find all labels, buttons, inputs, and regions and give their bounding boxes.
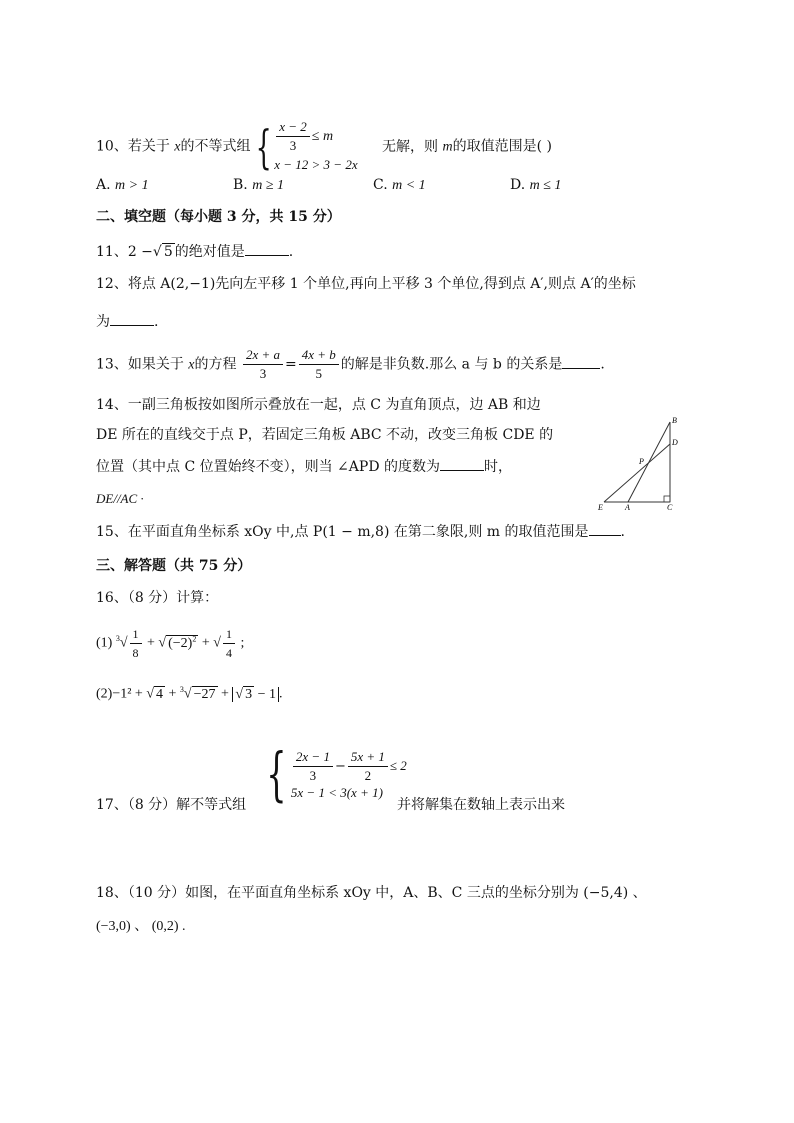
q17-inequality-system: { $\frac{2x - 1}{3}$ − $\frac{5x + 1}{2}$ ≤ 2 5x − 1 < 3(x + 1) <box>266 740 407 808</box>
question-14-line2: DE 所在的直线交于点 P，若固定三角板 ABC 不动，改变三角板 CDE 的 <box>96 427 554 443</box>
question-14-line4: DE//AC · <box>96 491 144 506</box>
brace-icon: { <box>255 119 272 174</box>
question-16: 16、（8 分）计算： <box>96 590 219 606</box>
q13-answer-blank <box>562 354 600 369</box>
question-15: 15、在平面直角坐标系 xOy 中,点 P(1 − m,8) 在第二象限,则 m 的取值范围是 . <box>96 521 625 542</box>
q14-answer-blank <box>440 456 484 471</box>
brace-icon: { <box>266 740 287 808</box>
question-18-line2: (−3,0) 、 (0,2) . <box>96 919 186 934</box>
question-12-line2: 为 . <box>96 311 158 332</box>
section-3-heading: 三、解答题（共 75 分） <box>96 558 252 574</box>
svg-text:P: P <box>639 457 644 466</box>
svg-text:C: C <box>667 503 673 512</box>
q17-instruction: 并将解集在数轴上表示出来 <box>397 797 565 813</box>
q10-option-a: A. m > 1 <box>96 177 149 193</box>
q16-part-2: (2)−1² + √ 4 + $^3$√ −27 + √ 3 − 1 . <box>96 685 283 702</box>
question-18-line1: 18、（10 分）如图，在平面直角坐标系 xOy 中，A、B、C 三点的坐标分别为 (−5,4) 、 <box>96 885 647 901</box>
question-13: 13、如果关于 x的方程 $\frac{2x + a}{3}$ = $\frac{4x + b}{5}$ 的解是非负数.那么 a 与 b 的关系是 . <box>96 347 605 381</box>
section-2-heading: 二、填空题（每小题 3 分，共 15 分） <box>96 209 341 225</box>
q10-option-c: C. m < 1 <box>373 177 426 193</box>
question-17: 17、（8 分）解不等式组 <box>96 797 247 813</box>
q10-number: 10、 <box>96 138 128 155</box>
q16-part-1: (1) $^3$√ $\frac{1}{8}$ + √ $(-2)^2$ + √ $\frac{1}{4}$ ; <box>96 627 245 660</box>
question-11: 11、2 −√ 5 的绝对值是 . <box>96 241 293 262</box>
question-14-line1: 14、一副三角板按如图所示叠放在一起，点 C 为直角顶点，边 AB 和边 <box>96 397 541 413</box>
question-10: 10、若关于 x的不等式组 { $\frac{x - 2}{3}$ ≤ m x − 12 > 3 − 2x 无解，则 m的取值范围是( ) <box>96 119 552 174</box>
svg-text:B: B <box>672 416 677 425</box>
svg-text:A: A <box>625 503 630 512</box>
q10-option-b: B. m ≥ 1 <box>233 177 284 193</box>
triangle-figure <box>596 414 688 514</box>
q15-answer-blank <box>589 521 621 536</box>
q10-inequality-system: { $\frac{x - 2}{3}$ ≤ m x − 12 > 3 − 2x <box>255 119 358 174</box>
q11-answer-blank <box>245 241 289 256</box>
question-12-line1: 12、将点 A(2,−1)先向左平移 1 个单位,再向上平移 3 个单位,得到点 A′,则点 A′的坐标 <box>96 276 636 292</box>
question-14-line3: 位置（其中点 C 位置始终不变），则当 ∠APD 的度数为 时， <box>96 456 512 477</box>
svg-text:E: E <box>598 503 603 512</box>
q10-option-d: D. m ≤ 1 <box>510 177 562 193</box>
svg-text:D: D <box>672 438 678 447</box>
q12-answer-blank <box>110 311 154 326</box>
